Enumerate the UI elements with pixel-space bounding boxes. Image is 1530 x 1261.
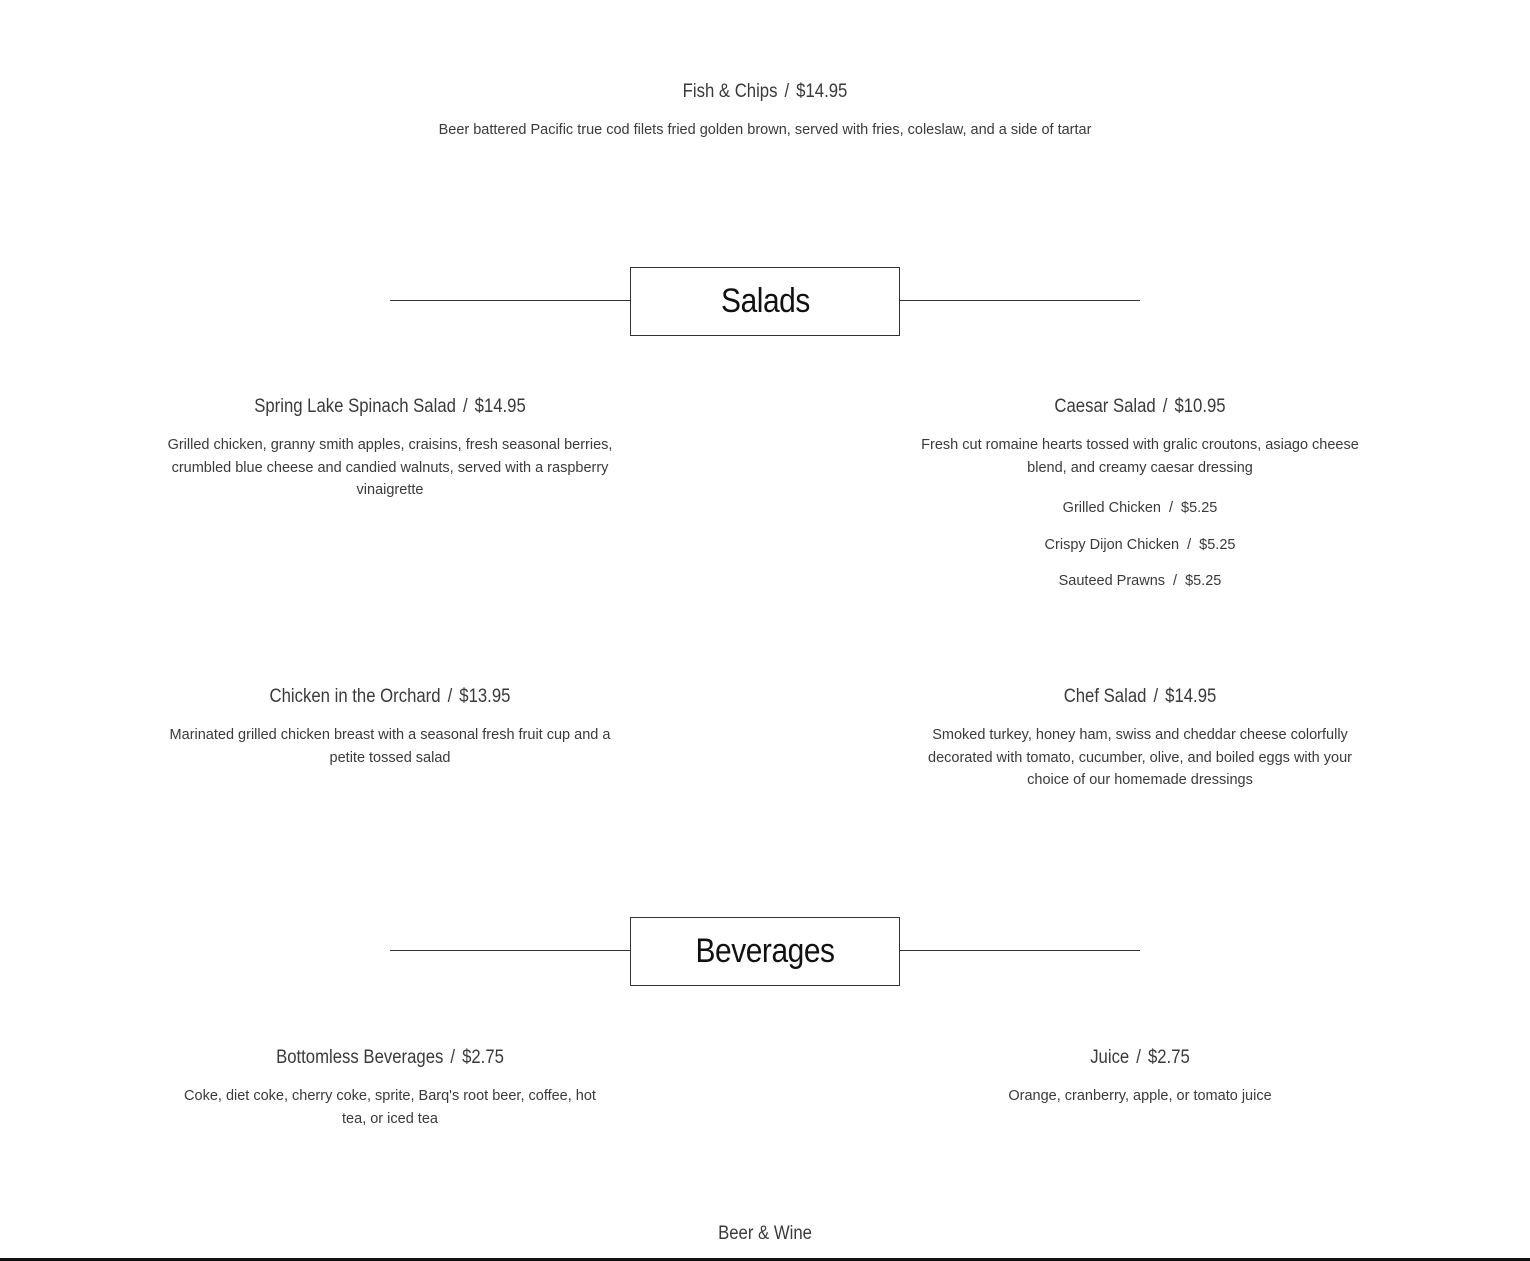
price-separator: / [1153,686,1159,707]
price-separator: / [784,81,790,102]
item-description-chef-salad: Smoked turkey, honey ham, swiss and cheddar cheese colorfully decorated with tomato, cucumber, olive, and boiled eggs with your choice of our homemade dressings [928,727,1352,788]
item-price: $13.95 [459,686,511,707]
price-separator: / [1187,537,1192,553]
price-separator: / [447,686,453,707]
item-title-bottomless-beverages [126,1047,654,1069]
beverages-rule-left [390,950,630,951]
item-name: Fish & Chips [682,81,778,102]
price-separator: / [1162,396,1168,417]
salads-heading: Salads [720,282,810,320]
item-price: $2.75 [462,1047,504,1068]
item-price: $10.95 [1174,396,1226,417]
addon-grilled-chicken [840,500,1440,516]
item-name: Chicken in the Orchard [269,686,441,707]
item-price: $14.95 [1165,686,1217,707]
addon-name: Crispy Dijon Chicken [1044,537,1180,553]
item-price: $2.75 [1147,1047,1190,1068]
addon-sauteed-prawns [840,573,1440,589]
item-description-fish-and-chips: Beer battered Pacific true cod filets fried golden brown, served with fries, coleslaw, and a side of tartar [438,122,1092,138]
item-price: $14.95 [474,396,526,417]
item-title-fish-and-chips [501,81,1029,103]
price-separator: / [1136,1047,1141,1068]
item-name: Juice [1090,1047,1130,1068]
addon-price: $5.25 [1181,500,1218,516]
item-title-spinach-salad [126,396,654,418]
item-description-bottomless-beverages: Coke, diet coke, cherry coke, sprite, Barq's root beer, coffee, hot tea, or iced tea [184,1088,596,1127]
item-name: Bottomless Beverages [276,1047,444,1068]
addon-crispy-dijon-chicken [840,537,1440,553]
addon-price: $5.25 [1185,573,1222,589]
beverages-heading-box [630,917,900,986]
price-separator: / [450,1047,456,1068]
item-name: Chef Salad [1063,686,1147,707]
salads-heading-box [630,267,900,336]
price-separator: / [1173,573,1178,589]
item-title-chicken-in-the-orchard [126,686,654,708]
price-separator: / [1169,500,1174,516]
item-description-spinach-salad: Grilled chicken, granny smith apples, craisins, fresh seasonal berries, crumbled blue cheese and candied walnuts, served with a raspberry vinaigrette [167,437,613,498]
price-separator: / [462,396,468,417]
item-name: Caesar Salad [1054,396,1156,417]
item-price: $14.95 [796,81,848,102]
beverages-rule-right [899,950,1140,951]
addon-name: Grilled Chicken [1062,500,1161,516]
item-title-beer-and-wine: Beer & Wine [718,1223,812,1244]
item-name: Spring Lake Spinach Salad [254,396,456,417]
item-title-juice [876,1047,1404,1069]
item-description-juice: Orange, cranberry, apple, or tomato juice [1008,1088,1272,1104]
item-description-chicken-in-the-orchard: Marinated grilled chicken breast with a seasonal fresh fruit cup and a petite tossed salad [169,727,611,766]
item-title-caesar-salad [876,396,1404,418]
item-title-chef-salad [876,686,1404,708]
beverages-heading: Beverages [695,932,835,970]
addon-price: $5.25 [1199,537,1236,553]
salads-rule-right [899,300,1140,301]
salads-rule-left [390,300,630,301]
item-description-caesar-salad: Fresh cut romaine hearts tossed with gralic croutons, asiago cheese blend, and creamy caesar dressing [921,437,1359,476]
addon-name: Sauteed Prawns [1058,573,1166,589]
